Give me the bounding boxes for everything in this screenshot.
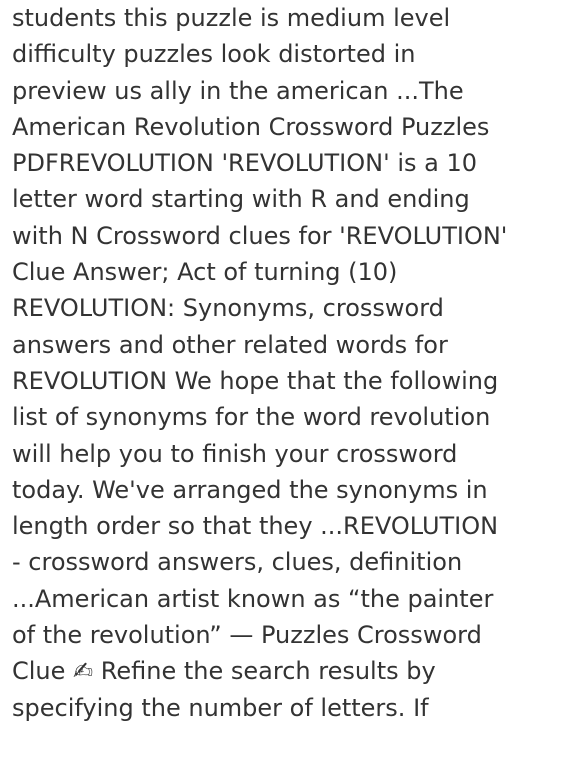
text-line: Clue ✍ Refine the search results by [12, 657, 436, 686]
text-line: preview us ally in the american ...The [12, 76, 464, 105]
text-line: PDFREVOLUTION 'REVOLUTION' is a 10 [12, 149, 477, 178]
article-paragraph [12, 0, 553, 726]
text-line: specifying the number of letters. If [12, 693, 429, 722]
text-line: today. We've arranged the synonyms in [12, 475, 488, 504]
text-line: letter word starting with R and ending [12, 185, 470, 214]
text-line: - crossword answers, clues, definition [12, 548, 463, 577]
text-line: list of synonyms for the word revolution [12, 403, 491, 432]
text-line: length order so that they ...REVOLUTION [12, 512, 499, 541]
text-line: difficulty puzzles look distorted in [12, 40, 416, 69]
text-line: REVOLUTION: Synonyms, crossword [12, 294, 444, 323]
text-line: with N Crossword clues for 'REVOLUTION' [12, 221, 508, 250]
text-line: REVOLUTION We hope that the following [12, 366, 499, 395]
text-line: American Revolution Crossword Puzzles [12, 112, 490, 141]
text-line: of the revolution” — Puzzles Crossword [12, 621, 482, 650]
text-line: Clue Answer; Act of turning (10) [12, 258, 398, 287]
text-line: answers and other related words for [12, 330, 448, 359]
text-line: ...American artist known as “the painter [12, 584, 494, 613]
text-line: students this puzzle is medium level [12, 4, 451, 32]
text-line: will help you to finish your crossword [12, 439, 458, 468]
